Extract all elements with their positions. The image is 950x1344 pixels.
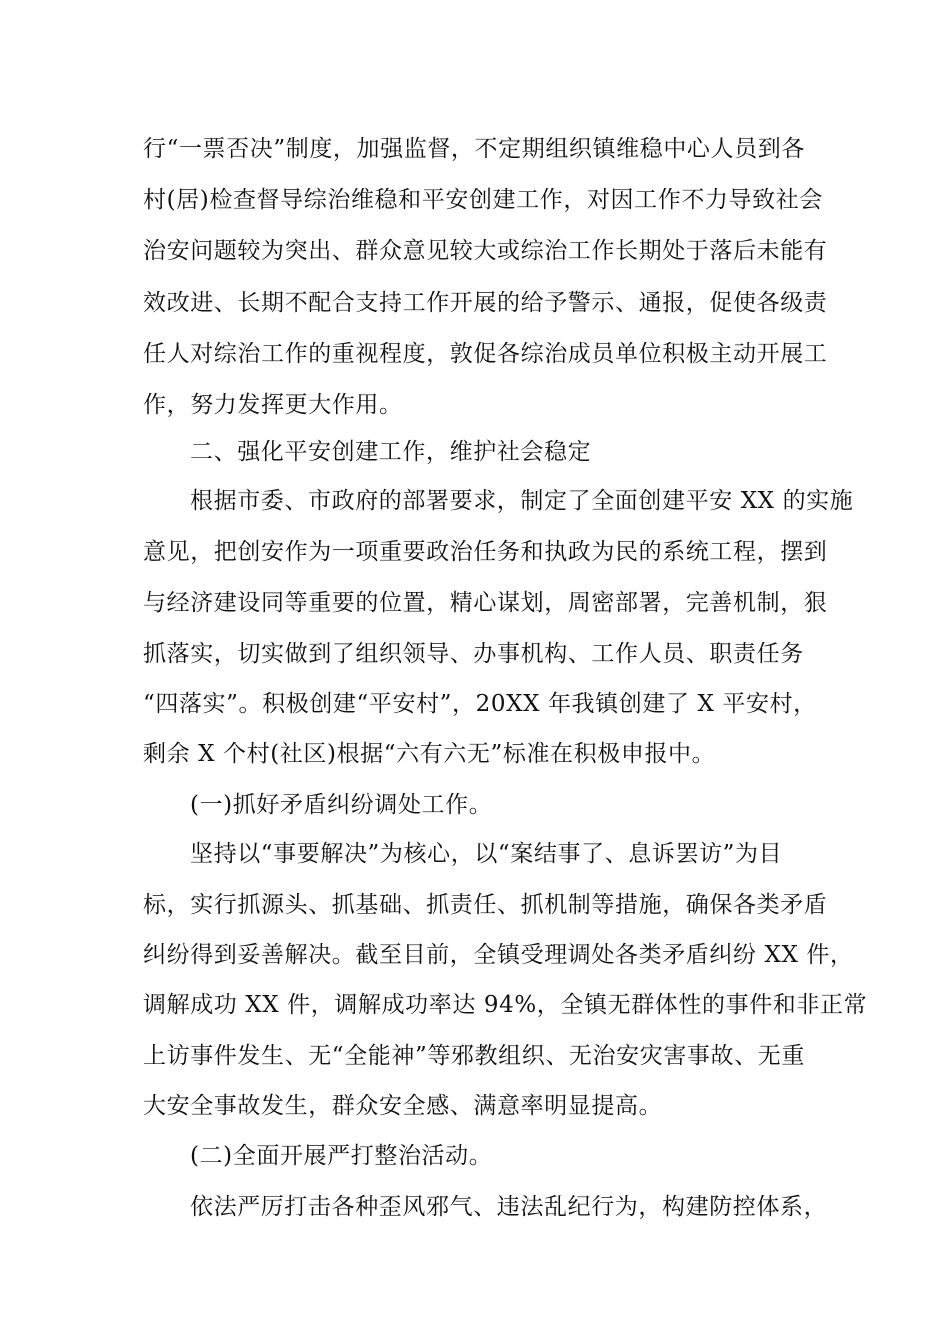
subsection-heading: (二)全面开展严打整治活动。 — [190, 1143, 493, 1169]
body-text-line: 作，努力发挥更大作用。 — [143, 392, 403, 418]
body-text-line: 标，实行抓源头、抓基础、抓责任、抓机制等措施，确保各类矛盾 — [143, 892, 828, 918]
body-text-line: 调解成功 XX 件，调解成功率达 94%，全镇无群体性的事件和非正常 — [143, 992, 868, 1018]
body-text-line: 依法严厉打击各种歪风邪气、违法乱纪行为，构建防控体系， — [190, 1194, 828, 1220]
body-text-line: 上访事件发生、无“全能神”等邪教组织、无治安灾害事故、无重 — [143, 1043, 805, 1069]
body-text-line: 治安问题较为突出、群众意见较大或综治工作长期处于落后未能有 — [143, 238, 828, 264]
body-text-line: 抓落实，切实做到了组织领导、办事机构、工作人员、职责任务 — [143, 641, 804, 667]
subsection-heading: (一)抓好矛盾纠纷调处工作。 — [190, 792, 493, 818]
body-text-line: 纠纷得到妥善解决。截至目前，全镇受理调处各类矛盾纠纷 XX 件， — [143, 942, 854, 968]
body-text-line: 村(居)检查督导综治维稳和平安创建工作，对因工作不力导致社会 — [143, 187, 823, 213]
section-heading: 二、强化平安创建工作，维护社会稳定 — [190, 439, 592, 465]
body-text-line: 根据市委、市政府的部署要求，制定了全面创建平安 XX 的实施 — [190, 488, 854, 514]
body-text-line: 效改进、长期不配合支持工作开展的给予警示、通报，促使各级责 — [143, 290, 828, 316]
body-text-line: 任人对综治工作的重视程度，敦促各综治成员单位积极主动开展工 — [143, 341, 828, 367]
body-text-line: 剩余 X 个村(社区)根据“六有六无”标准在积极申报中。 — [143, 741, 716, 767]
body-text-line: 大安全事故发生，群众安全感、满意率明显提高。 — [143, 1093, 663, 1119]
body-text-line: 意见，把创安作为一项重要政治任务和执政为民的系统工程，摆到 — [143, 539, 828, 565]
body-text-line: 行“一票否决”制度，加强监督，不定期组织镇维稳中心人员到各 — [143, 136, 805, 162]
body-text-line: 坚持以“事要解决”为核心，以“案结事了、息诉罢访”为目 — [190, 841, 783, 867]
body-text-line: 与经济建设同等重要的位置，精心谋划，周密部署，完善机制，狠 — [143, 590, 828, 616]
body-text-line: “四落实”。积极创建“平安村”，20XX 年我镇创建了 X 平安村， — [143, 691, 817, 717]
